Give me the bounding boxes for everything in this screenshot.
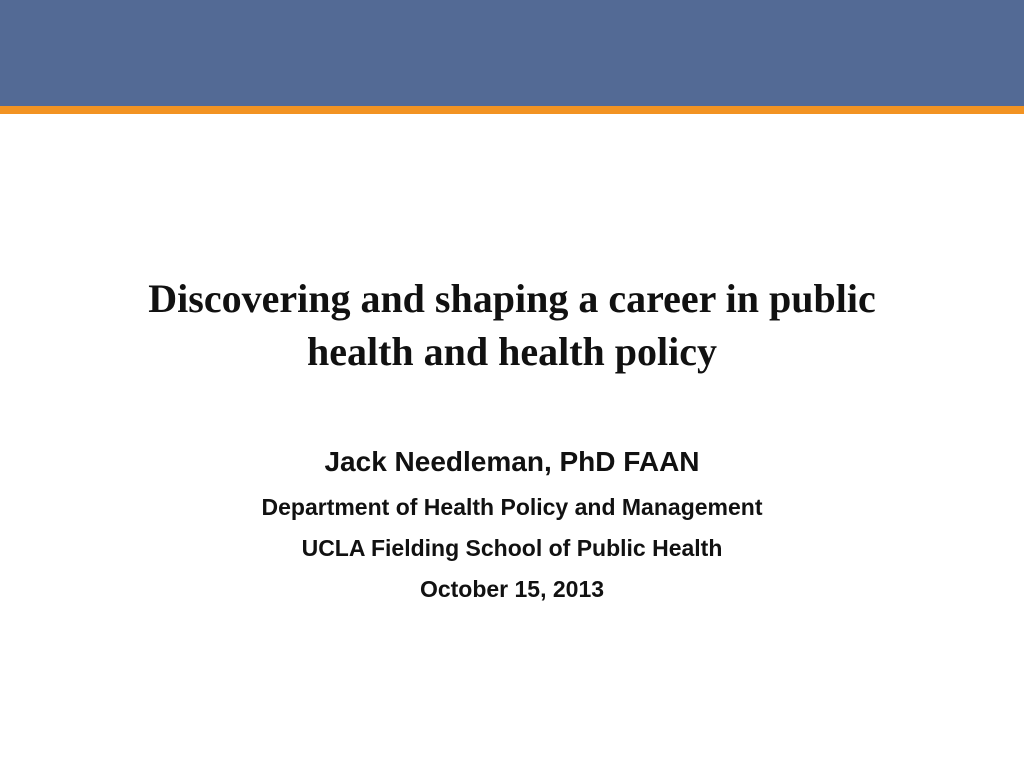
author-name: Jack Needleman, PhD FAAN	[324, 446, 700, 477]
department-name: Department of Health Policy and Management	[261, 494, 763, 520]
accent-stripe	[0, 106, 1024, 114]
slide-title-line-1: Discovering and shaping a career in public	[148, 276, 876, 321]
presentation-date: October 15, 2013	[419, 576, 605, 602]
byline	[60, 444, 964, 610]
school-name: UCLA Fielding School of Public Health	[301, 535, 723, 561]
slide-title	[60, 272, 964, 378]
header-band	[0, 0, 1024, 106]
slide-title-line-2: health and health policy	[306, 329, 718, 374]
